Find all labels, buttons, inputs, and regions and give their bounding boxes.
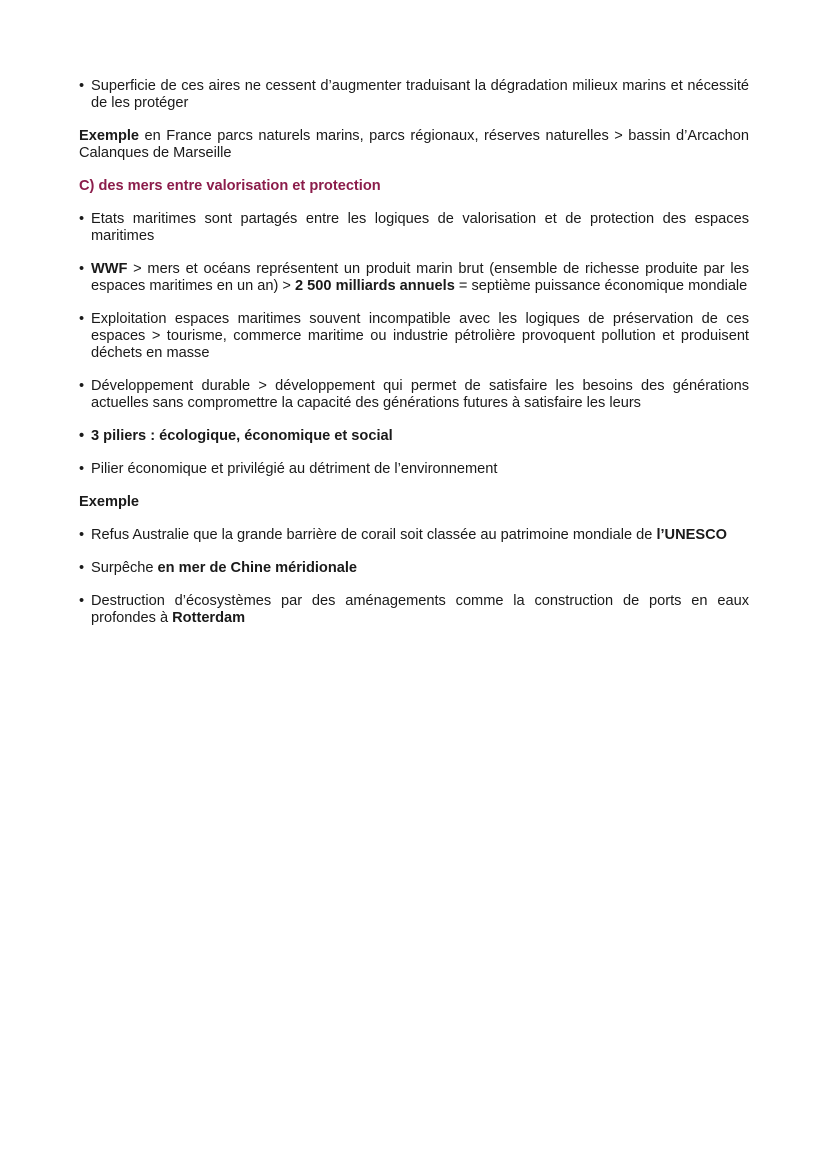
example-france: Exemple en France parcs naturels marins, parcs régionaux, réserves naturelles > bassin d’Arcachon Calanques de Marseille bbox=[79, 128, 749, 161]
bullet-wwf: • WWF > mers et océans représentent un produit marin brut (ensemble de richesse produite par les espaces maritimes en un an) > 2 500 milliards annuels = septième puissance économique mondiale bbox=[79, 261, 749, 295]
bullet-exploitation: • Exploitation espaces maritimes souvent incompatible avec les logiques de préservation de ces espaces > tourisme, commerce maritime ou industrie pétrolière provoquent pollution et produisent déchets en masse bbox=[79, 311, 749, 362]
bullet-etats-maritimes: • Etats maritimes sont partagés entre les logiques de valorisation et de protection des espaces maritimes bbox=[79, 211, 749, 245]
bullet-surpeche: • Surpêche en mer de Chine méridionale bbox=[79, 560, 749, 577]
example-heading: Exemple bbox=[79, 494, 140, 510]
bullet-superficie: • Superficie de ces aires ne cessent d’augmenter traduisant la dégradation milieux marins et nécessité de les protéger bbox=[79, 78, 749, 112]
bullet-refus-australie: • Refus Australie que la grande barrière de corail soit classée au patrimoine mondiale de l’UNESCO bbox=[79, 527, 749, 544]
bullet-3-piliers: • 3 piliers : écologique, économique et social bbox=[79, 428, 749, 445]
example-label: Exemple bbox=[79, 128, 140, 144]
bullet-destruction: • Destruction d’écosystèmes par des aménagements comme la construction de ports en eaux profondes à Rotterdam bbox=[79, 593, 749, 627]
document-page bbox=[79, 78, 749, 627]
bullet-pilier-economique: • Pilier économique et privilégié au détriment de l’environnement bbox=[79, 461, 749, 478]
bullet-developpement-durable: • Développement durable > développement qui permet de satisfaire les besoins des générations actuelles sans compromettre la capacité des générations futures à satisfaire les leurs bbox=[79, 378, 749, 412]
section-heading-c: C) des mers entre valorisation et protection bbox=[79, 178, 381, 194]
